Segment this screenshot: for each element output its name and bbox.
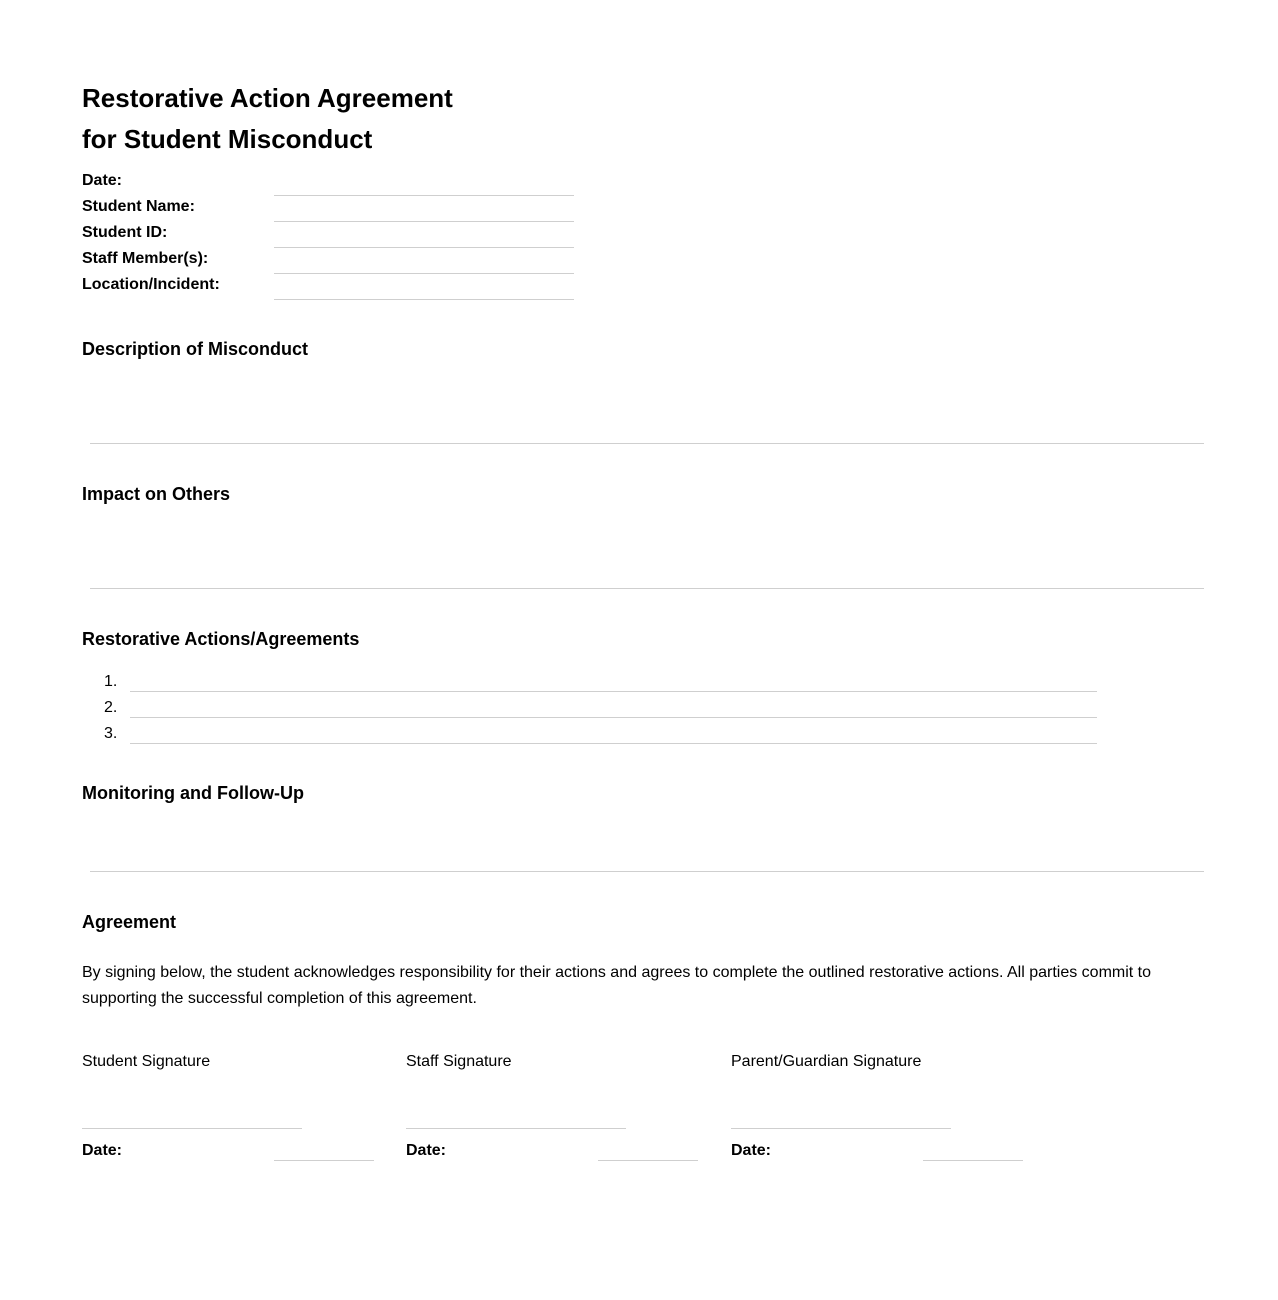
location-incident-label: Location/Incident:	[82, 276, 220, 293]
parent-signature-block	[731, 1050, 1031, 1170]
action-number: 3.	[104, 725, 118, 742]
actions-heading: Restorative Actions/Agreements	[82, 629, 360, 649]
staff-date-label: Date:	[406, 1142, 447, 1159]
student-date-field[interactable]	[274, 1160, 374, 1161]
action-item-3	[82, 718, 1097, 744]
student-name-label: Student Name:	[82, 198, 195, 215]
action-item-1	[82, 666, 1097, 692]
parent-signature-label: Parent/Guardian Signature	[731, 1053, 922, 1070]
date-field-row	[82, 170, 574, 196]
impact-heading: Impact on Others	[82, 484, 231, 504]
action-number: 1.	[104, 673, 118, 690]
staff-members-field-row	[82, 248, 574, 274]
agreement-form	[82, 0, 1204, 1300]
student-signature-label: Student Signature	[82, 1053, 211, 1070]
agreement-heading: Agreement	[82, 912, 177, 932]
description-line[interactable]	[90, 443, 1204, 444]
title-line-2: for Student Misconduct	[82, 124, 373, 154]
location-incident-field-row	[82, 274, 574, 300]
student-signature-field[interactable]	[82, 1128, 302, 1129]
parent-date-label: Date:	[731, 1142, 772, 1159]
parent-date-field[interactable]	[923, 1160, 1023, 1161]
student-name-field-row	[82, 196, 574, 222]
action-item-2	[82, 692, 1097, 718]
student-id-field-row	[82, 222, 574, 248]
agreement-text: By signing below, the student acknowledges responsibility for their actions and agrees to complete the outlined restorative actions. All parties commit to supporting the successful completion of this agreement.	[82, 964, 1152, 1007]
staff-members-label: Staff Member(s):	[82, 250, 209, 267]
title-line-1: Restorative Action Agreement	[82, 83, 453, 113]
student-id-label: Student ID:	[82, 224, 168, 241]
monitoring-line[interactable]	[90, 871, 1204, 872]
document-title	[82, 78, 453, 160]
staff-signature-field[interactable]	[406, 1128, 626, 1129]
action-number: 2.	[104, 699, 118, 716]
impact-line[interactable]	[90, 588, 1204, 589]
student-date-label: Date:	[82, 1142, 123, 1159]
monitoring-heading: Monitoring and Follow-Up	[82, 783, 304, 803]
staff-date-field[interactable]	[598, 1160, 698, 1161]
student-signature-block	[82, 1050, 382, 1170]
staff-signature-block	[406, 1050, 706, 1170]
staff-signature-label: Staff Signature	[406, 1053, 512, 1070]
location-incident-field[interactable]	[274, 299, 574, 300]
action-field-3[interactable]	[130, 743, 1097, 744]
parent-signature-field[interactable]	[731, 1128, 951, 1129]
description-heading: Description of Misconduct	[82, 339, 309, 359]
date-label: Date:	[82, 172, 123, 189]
